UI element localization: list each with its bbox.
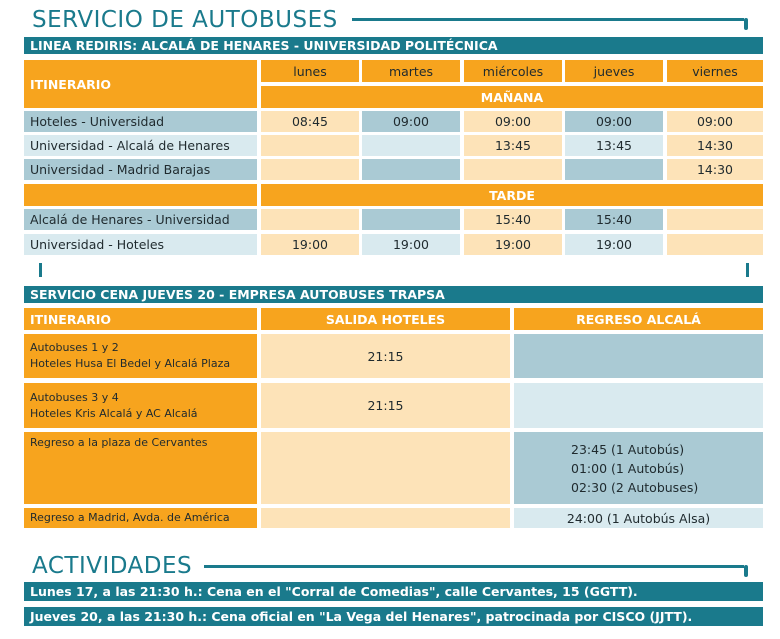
time-cell: 14:30 bbox=[667, 159, 763, 180]
time-cell: 13:45 bbox=[565, 135, 663, 156]
divider-tick-left bbox=[39, 263, 42, 277]
dinner-route-line1: Regreso a la plaza de Cervantes bbox=[30, 436, 208, 449]
dinner-route-line1: Autobuses 1 y 2 bbox=[30, 341, 119, 354]
time-cell: 15:40 bbox=[464, 209, 562, 230]
time-cell: 14:30 bbox=[667, 135, 763, 156]
morning-band: MAÑANA bbox=[261, 86, 763, 108]
bus-title-rule-end bbox=[744, 18, 748, 30]
bus-title-rule bbox=[352, 18, 744, 21]
time-cell: 09:00 bbox=[464, 111, 562, 132]
afternoon-band-spacer bbox=[24, 184, 257, 206]
time-cell: 19:00 bbox=[261, 234, 359, 255]
time-cell bbox=[362, 209, 460, 230]
return-times bbox=[514, 432, 763, 504]
route-universidad-barajas: Universidad - Madrid Barajas bbox=[24, 159, 257, 180]
return-time: 24:00 (1 Autobús Alsa) bbox=[514, 508, 763, 528]
return-header: REGRESO ALCALÁ bbox=[514, 308, 763, 330]
return-time-empty bbox=[514, 383, 763, 428]
departure-time: 21:15 bbox=[261, 334, 510, 378]
activity-item-thursday: Jueves 20, a las 21:30 h.: Cena oficial en "La Vega del Henares", patrocinada por CISCO (JJTT). bbox=[24, 607, 763, 626]
route-hoteles-universidad: Hoteles - Universidad bbox=[24, 111, 257, 132]
dinner-route-madrid bbox=[24, 508, 257, 528]
time-cell: 09:00 bbox=[362, 111, 460, 132]
route-universidad-alcala: Universidad - Alcalá de Henares bbox=[24, 135, 257, 156]
line-rediris-bar: LINEA REDIRIS: ALCALÁ DE HENARES - UNIVERSIDAD POLITÉCNICA bbox=[24, 37, 763, 54]
activities-title-rule-end bbox=[744, 565, 748, 577]
return-time-empty bbox=[514, 334, 763, 378]
day-header-wednesday: miércoles bbox=[464, 60, 562, 82]
dinner-service-bar: SERVICIO CENA JUEVES 20 - EMPRESA AUTOBUSES TRAPSA bbox=[24, 286, 763, 303]
dinner-itinerary-header: ITINERARIO bbox=[24, 308, 257, 330]
time-cell bbox=[667, 234, 763, 255]
time-cell: 09:00 bbox=[667, 111, 763, 132]
departure-time: 21:15 bbox=[261, 383, 510, 428]
dinner-route-cervantes bbox=[24, 432, 257, 504]
time-cell: 19:00 bbox=[565, 234, 663, 255]
activities-title-rule bbox=[204, 565, 744, 568]
time-cell bbox=[667, 209, 763, 230]
divider-tick-right bbox=[746, 263, 749, 277]
route-alcala-universidad: Alcalá de Henares - Universidad bbox=[24, 209, 257, 230]
dinner-route-buses-3-4 bbox=[24, 383, 257, 428]
time-cell bbox=[362, 135, 460, 156]
time-cell bbox=[261, 135, 359, 156]
return-time: 01:00 (1 Autobús) bbox=[571, 461, 685, 476]
dinner-route-buses-1-2 bbox=[24, 334, 257, 378]
time-cell bbox=[464, 159, 562, 180]
route-universidad-hoteles: Universidad - Hoteles bbox=[24, 234, 257, 255]
dinner-route-line2: Hoteles Husa El Bedel y Alcalá Plaza bbox=[30, 357, 231, 370]
time-cell bbox=[362, 159, 460, 180]
activities-section-title: ACTIVIDADES bbox=[32, 553, 193, 579]
dinner-route-line1: Autobuses 3 y 4 bbox=[30, 391, 119, 404]
return-time: 02:30 (2 Autobuses) bbox=[571, 480, 699, 495]
dinner-route-line1: Regreso a Madrid, Avda. de América bbox=[30, 511, 230, 524]
afternoon-band: TARDE bbox=[261, 184, 763, 206]
bus-section-title: SERVICIO DE AUTOBUSES bbox=[32, 7, 338, 33]
time-cell: 15:40 bbox=[565, 209, 663, 230]
departure-time-empty bbox=[261, 508, 510, 528]
time-cell: 19:00 bbox=[362, 234, 460, 255]
day-header-monday: lunes bbox=[261, 60, 359, 82]
time-cell: 13:45 bbox=[464, 135, 562, 156]
itinerary-header: ITINERARIO bbox=[24, 60, 257, 108]
time-cell bbox=[565, 159, 663, 180]
activity-item-monday: Lunes 17, a las 21:30 h.: Cena en el "Corral de Comedias", calle Cervantes, 15 (GGTT). bbox=[24, 582, 763, 601]
time-cell bbox=[261, 209, 359, 230]
time-cell: 19:00 bbox=[464, 234, 562, 255]
time-cell: 08:45 bbox=[261, 111, 359, 132]
departure-time-empty bbox=[261, 432, 510, 504]
day-header-friday: viernes bbox=[667, 60, 763, 82]
day-header-tuesday: martes bbox=[362, 60, 460, 82]
departure-header: SALIDA HOTELES bbox=[261, 308, 510, 330]
day-header-thursday: jueves bbox=[565, 60, 663, 82]
time-cell bbox=[261, 159, 359, 180]
return-time: 23:45 (1 Autobús) bbox=[571, 442, 685, 457]
time-cell: 09:00 bbox=[565, 111, 663, 132]
dinner-route-line2: Hoteles Kris Alcalá y AC Alcalá bbox=[30, 407, 198, 420]
